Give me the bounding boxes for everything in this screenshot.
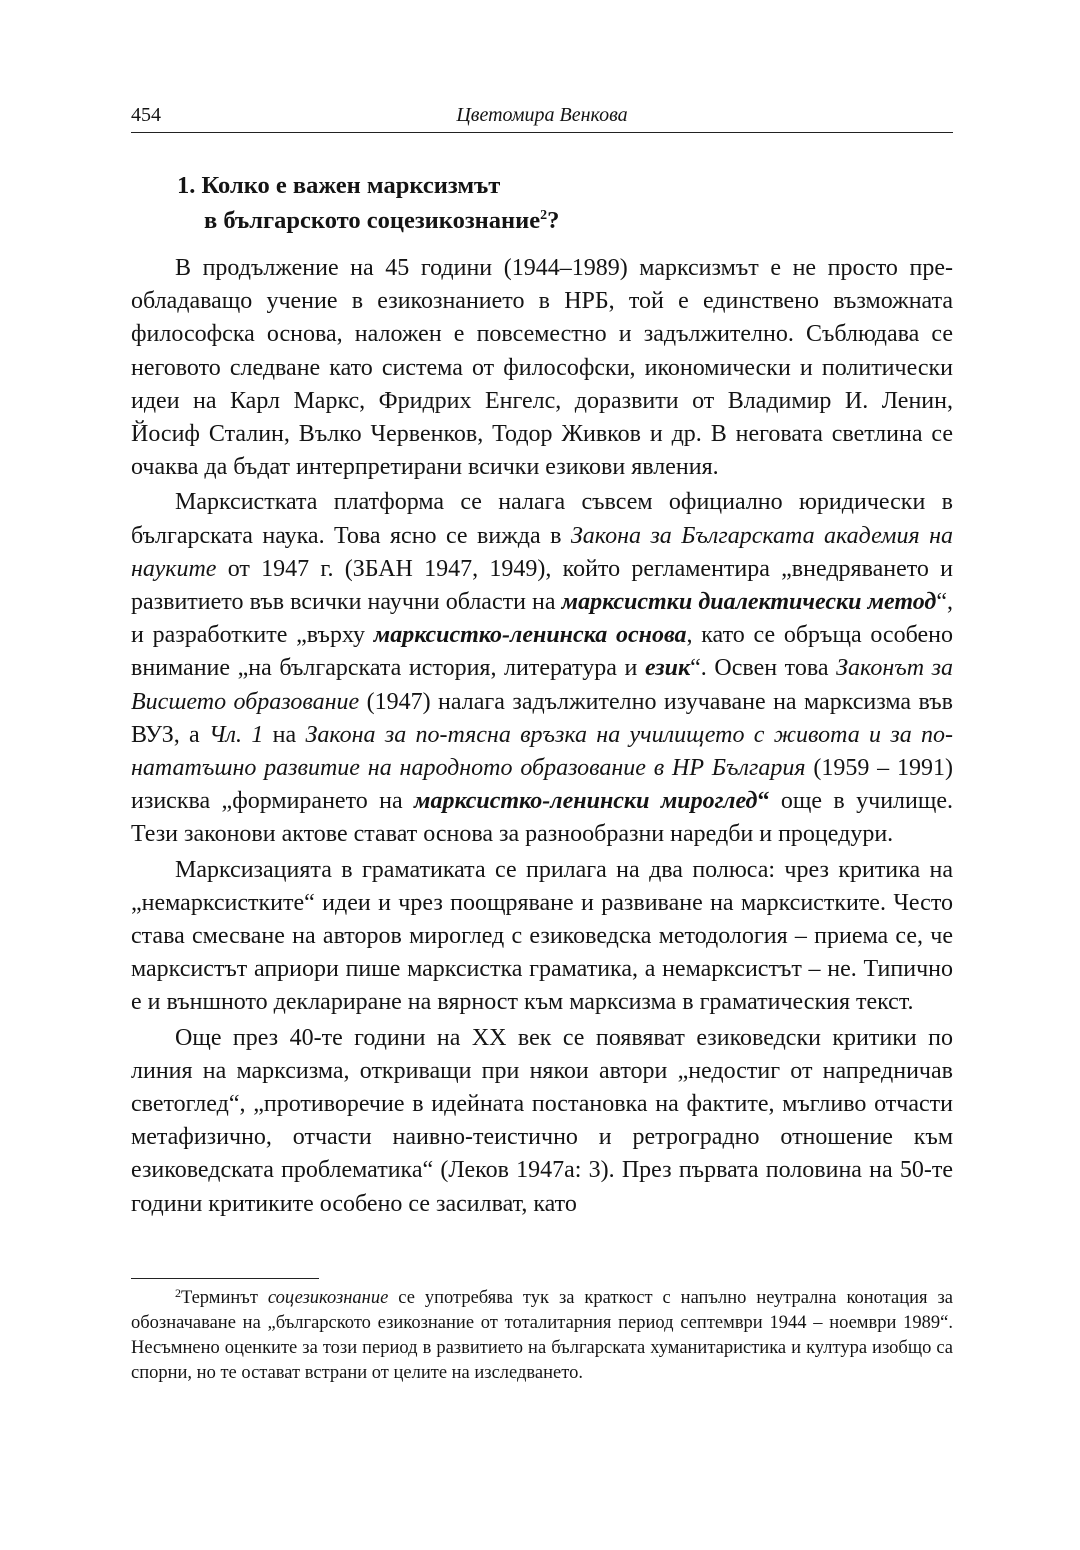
footnote-text [131, 1288, 953, 1383]
text-run: Терминът [181, 1288, 268, 1308]
body-text [131, 252, 953, 1223]
text-run: (1947) налага задължително изучаване на марксизма във ВУЗ, а [131, 688, 953, 748]
running-header [131, 98, 953, 133]
text-run: Още през 40-те години на XX век се появяват езиковедски критики по линия на марксизма, откриващи при някои автори „недостиг от напредничав светоглед“, „противоречие в идейната постановка на фактите, мъгливо отчасти метафизично, отчасти наивно-теистично и ретроградно отношение към езиковедската проблематика“ (Леков 1947а: 3). През първата половина на 50-те години критиките особено се засилват, като [131, 1024, 953, 1217]
paragraph [131, 486, 953, 851]
italic-text: Законът за Висшето образование [131, 655, 953, 715]
footnote-divider [131, 1278, 319, 1279]
paragraph [131, 252, 953, 484]
section-heading-text: в българското соцезикознание [204, 207, 541, 234]
text-run: “. Освен това [690, 655, 837, 682]
text-run: , като се обръща особено внимание „на българската история, литература и [131, 622, 953, 682]
section-heading [177, 168, 559, 238]
italic-text: Закона за по-тясна връзка на училището с живота и за по-нататъшно развитие на народното образование в НР България [131, 721, 954, 782]
text-run: на [263, 721, 306, 748]
bold-italic-text: език [644, 655, 691, 682]
section-heading-line-1: 1. Колко е важен марксизмът [177, 172, 501, 199]
footnote-reference[interactable]: 2 [540, 208, 548, 223]
bold-italic-text: марксистко-ленински мироглед [414, 788, 758, 815]
section-heading-line-2 [177, 203, 559, 238]
text-run: още в училище. Тези законови актове стават основа за разнообразни наредби и процедури. [131, 788, 953, 848]
italic-text: Чл. 1 [209, 721, 264, 748]
running-header-author: Цветомира Венкова [456, 104, 628, 126]
text-run: Марксистката платформа се налага съвсем официално юридически в българската наука. Това ясно се вижда в [131, 489, 953, 549]
text-run: се употребява тук за краткост с напълно неутрална конотация за обозначаване на „българското езикознание от тоталитарния период септември 1944 – ноември 1989“. Несъмнено оценките за този период в развитието на българската хуманитаристика и култура изобщо са спорни, но те остават встрани от целите на изследването. [131, 1288, 953, 1383]
page-number: 454 [131, 104, 161, 126]
text-run: “, и разработките „върху [131, 589, 953, 649]
paragraph [131, 1022, 953, 1221]
italic-text: соцезикознание [267, 1288, 389, 1308]
bold-text: “ [757, 788, 770, 815]
bold-italic-text: марксистки диалектически метод [561, 589, 937, 616]
footnote [131, 1286, 953, 1386]
text-run: Марксизацията в граматиката се прилага на два полюса: чрез критика на „немарксистките“ идеи и чрез поощряване и развиване на марксистките. Често става смесване на авторов мироглед с езиковедска методология – приема се, че марксистът априори пише марксистка граматика, а немарксистът – не. Типично е и външното деклариране на вярност към марксизма в граматическия текст. [131, 856, 953, 1016]
bold-italic-text: марксистко-ленинска основа [373, 622, 687, 649]
text-run: В продължение на 45 години (1944–1989) марксизмът е не просто преобладаващо учение в езикознанието в НРБ, той е единствено възможната философска основа, наложен е повсеместно и задължително. Съблюдава се неговото следване като система от философски, икономически и политически идеи на Карл Маркс, Фридрих Енгелс, доразвити от Владимир И. Ленин, Йосиф Сталин, Вълко Червенков, Тодор Живков и др. В неговата светлина се очаква да бъдат интерпретирани всички езикови явления. [131, 255, 953, 481]
footnote-number: 2 [175, 1286, 181, 1300]
paragraph [131, 854, 953, 1020]
italic-text: Закона за Българската академия на науките [131, 522, 953, 582]
section-heading-question-mark: ? [547, 207, 560, 234]
text-run: от 1947 г. (ЗБАН 1947, 1949), който регламентира „внедряването и развитието във всички научни области на [131, 555, 953, 616]
text-run: (1959 – 1991) изисква „формирането на [131, 755, 954, 815]
